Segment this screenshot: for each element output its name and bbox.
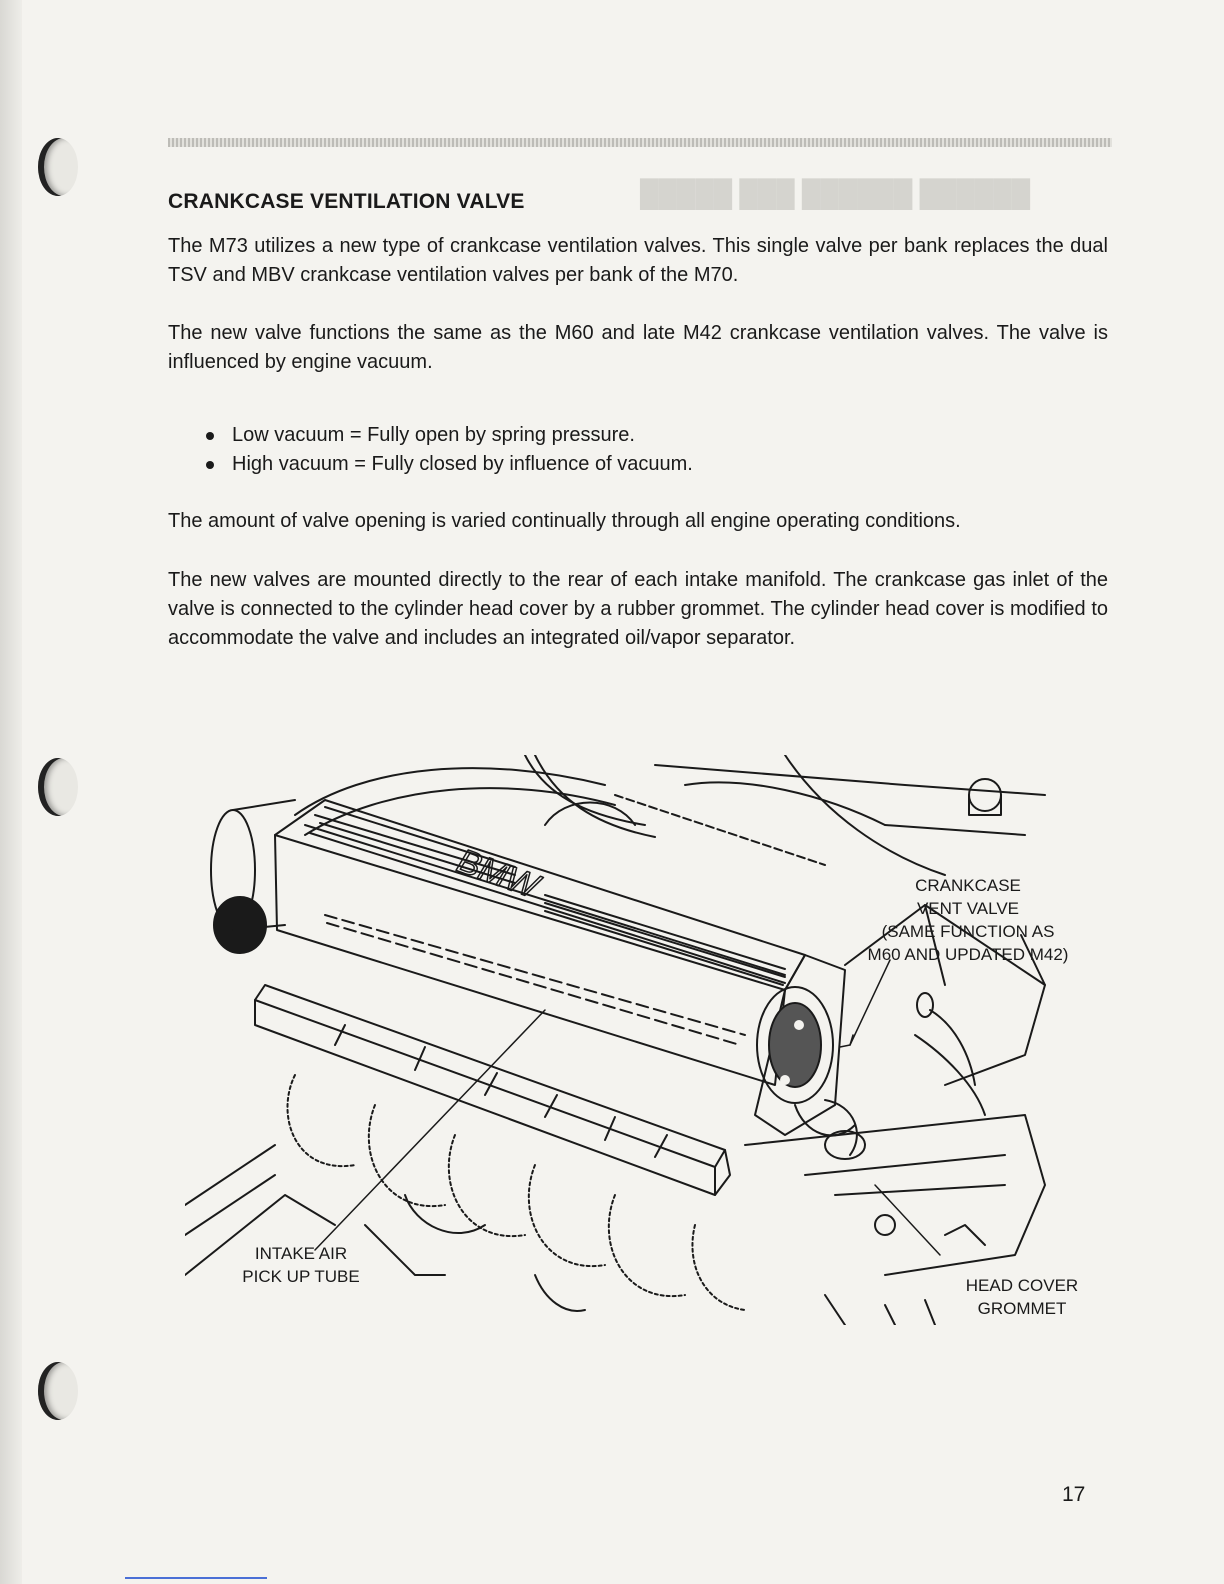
bleed-through-heading: ██████ ██████ ███ █████ xyxy=(640,178,1031,208)
paragraph-function: The new valve functions the same as the M60 and late M42 crankcase ventilation valves. The valve is influenced by engine vacuum. xyxy=(168,322,1108,373)
section-heading: CRANKCASE VENTILATION VALVE xyxy=(168,190,525,213)
bottom-edge-line xyxy=(125,1577,267,1579)
punch-hole-bottom xyxy=(38,1362,78,1420)
label-head-cover-grommet: HEAD COVER GROMMET xyxy=(965,1276,1079,1318)
label-crankcase-vent-valve: CRANKCASE VENT VALVE (SAME FUNCTION AS M60 AND UPDATED M42) xyxy=(867,876,1069,964)
paragraph-opening: The amount of valve opening is varied continually through all engine operating conditions. xyxy=(168,510,961,532)
vacuum-bullet-list xyxy=(200,421,693,479)
label-intake-air-pickup-tube: INTAKE AIR PICK UP TUBE xyxy=(242,1244,360,1286)
top-rule xyxy=(168,138,1112,147)
bullet-high-vacuum: High vacuum = Fully closed by influence of vacuum. xyxy=(200,450,693,479)
punch-hole-middle xyxy=(38,758,78,816)
engine-illustration xyxy=(185,755,1075,1325)
paragraph-intro: The M73 utilizes a new type of crankcase ventilation valves. This single valve per bank replaces the dual TSV and MBV crankcase ventilation valves per bank of the M70. xyxy=(168,235,1108,286)
punch-hole-top xyxy=(38,138,78,196)
binder-edge xyxy=(0,0,22,1584)
manifold-logo: BMW xyxy=(452,841,544,906)
page-number: 17 xyxy=(1062,1483,1086,1506)
bullet-low-vacuum: Low vacuum = Fully open by spring pressure. xyxy=(200,421,693,450)
paragraph-mounting: The new valves are mounted directly to the rear of each intake manifold. The crankcase gas inlet of the valve is connected to the cylinder head cover by a rubber grommet. The cylinder head cover is modified to accommodate the valve and includes an integrated oil/vapor separator. xyxy=(168,569,1108,649)
